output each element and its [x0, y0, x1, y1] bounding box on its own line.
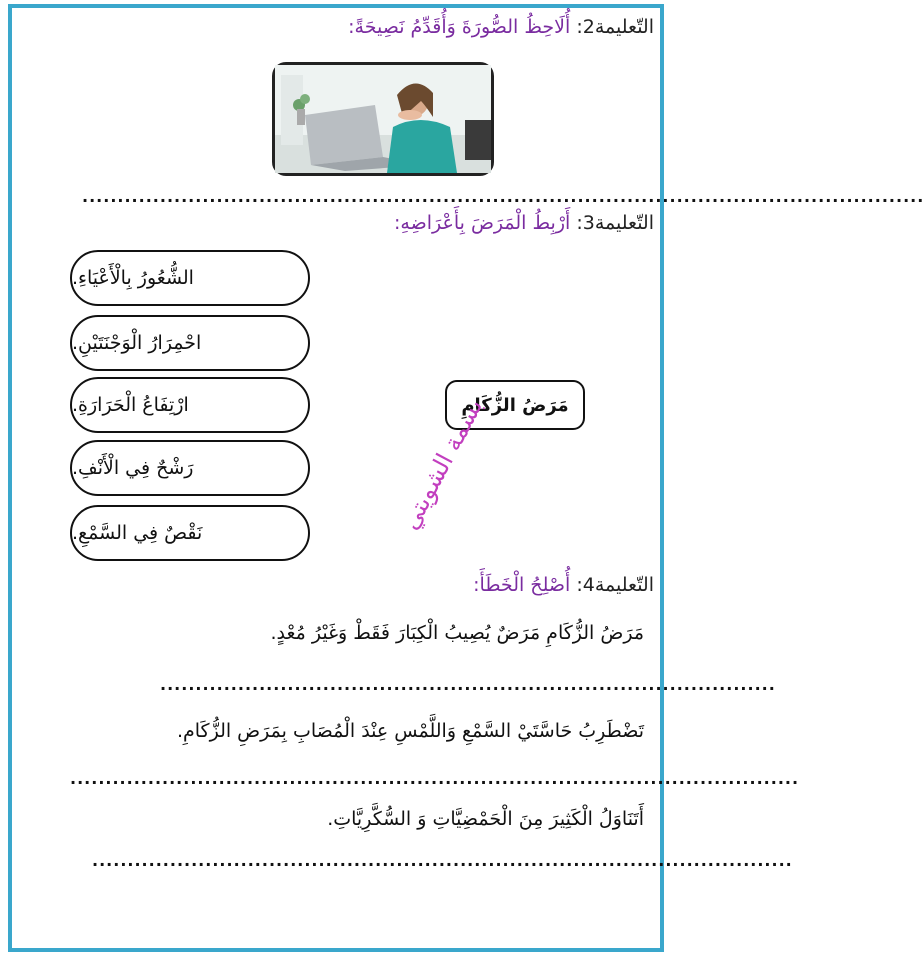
symptom-box	[70, 377, 310, 433]
answer-line: .......................................................................................................................	[82, 187, 924, 206]
author-watermark: بسمة الشويتي	[395, 393, 489, 535]
instruction-2-label: التّعليمة2:	[576, 16, 654, 38]
symptom-text: الشُّعُورُ بِالْأَعْيَاءِ.	[72, 267, 194, 289]
symptom-box	[70, 250, 310, 306]
instruction-3-label: التّعليمة3:	[576, 212, 654, 234]
symptom-text: ارْتِفَاعُ الْحَرَارَةِ.	[72, 394, 189, 416]
instruction-4-label: التّعليمة4:	[576, 574, 654, 596]
instruction-4-task: أُصْلِحُ الْخَطَأَ:	[473, 574, 571, 596]
symptom-text: نَقْصٌ فِي السَّمْعِ.	[72, 522, 203, 544]
symptom-text: رَشْحٌ فِي الْأَنْفِ.	[72, 457, 194, 479]
disease-label: مَرَضُ الزُّكَامِ	[461, 394, 569, 416]
wrong-sentence: مَرَضُ الزُّكَامِ مَرَضٌ يُصِيبُ الْكِبَارَ فَقَطْ وَغَيْرُ مُعْدٍ.	[270, 622, 644, 644]
symptom-box	[70, 315, 310, 371]
instruction-2-task: أُلَاحِظُ الصُّورَةَ وَأُقَدِّمُ نَصِيحَةً:	[348, 16, 571, 38]
instruction-3-task: أَرْبِطُ الْمَرَضَ بِأَعْرَاضِهِ:	[394, 212, 571, 234]
symptom-box	[70, 505, 310, 561]
woman-laptop-photo	[272, 62, 494, 176]
answer-line: .......................................................................................................	[70, 769, 800, 788]
answer-line: .......................................................................................	[160, 675, 776, 694]
wrong-sentence: أَتَنَاوَلُ الْكَثِيرَ مِنَ الْحَمْضِيَّاتِ وَ السُّكَّرِيَّاتِ.	[327, 808, 644, 830]
instruction-4	[473, 574, 654, 596]
answer-line: ...................................................................................................	[92, 851, 793, 870]
instruction-3	[394, 212, 654, 234]
symptom-box	[70, 440, 310, 496]
symptom-text: احْمِرَارُ الْوَجْنَتَيْنِ.	[72, 332, 202, 354]
wrong-sentence: تَضْطَرِبُ حَاسَّتَيْ السَّمْعِ وَاللَّمْسِ عِنْدَ الْمُصَابِ بِمَرَضِ الزُّكَامِ.	[176, 720, 644, 742]
instruction-2	[348, 16, 654, 38]
